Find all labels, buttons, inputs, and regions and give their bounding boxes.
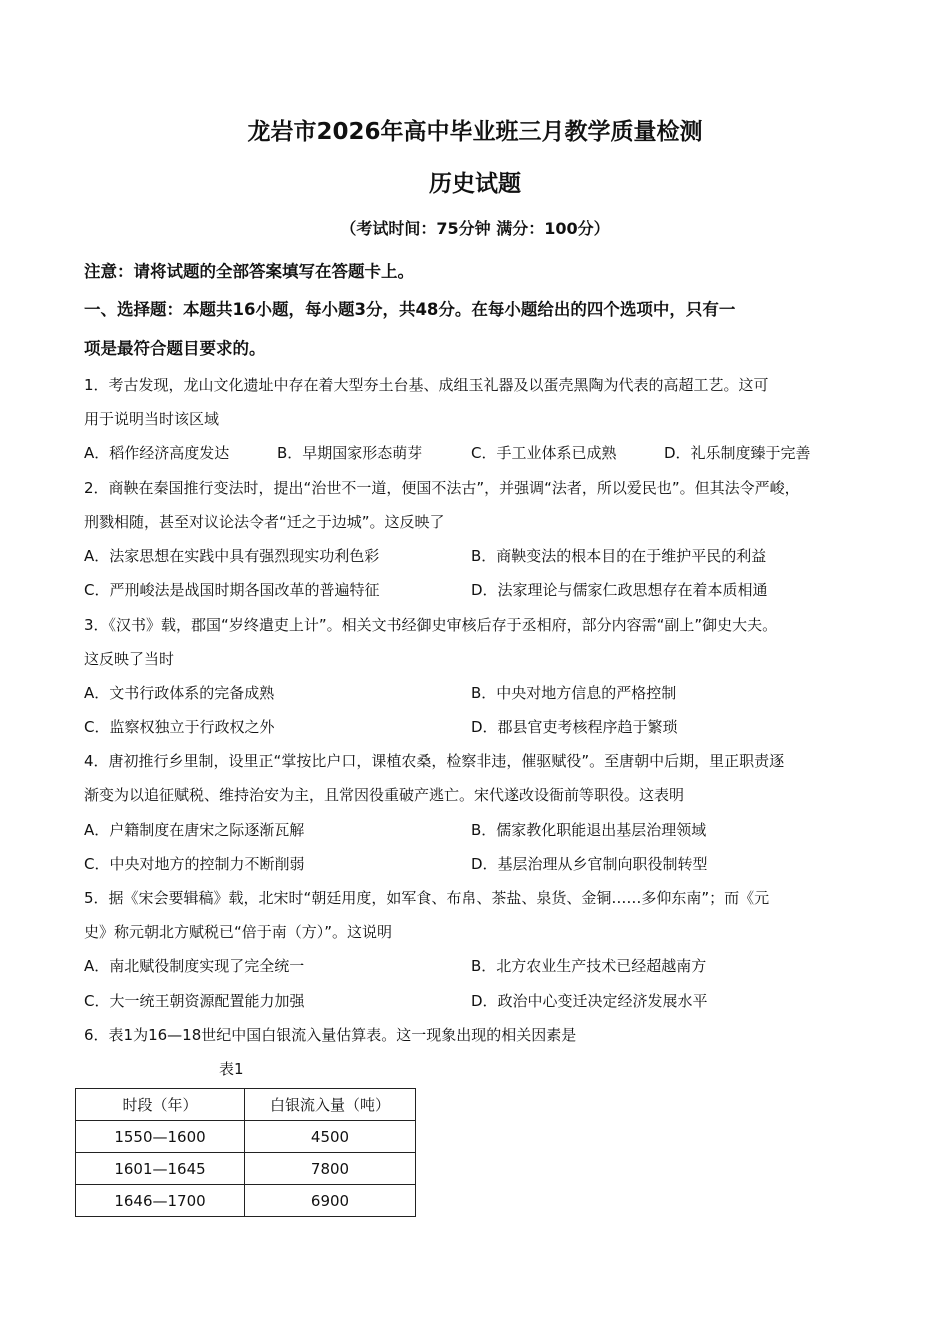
question-4-line-1: 4．唐初推行乡里制，设里正“掌按比户口，课植农桑，检察非违，催驱赋役”。至唐朝中后期，里正职责逐 xyxy=(84,752,785,770)
q1-option-d: D．礼乐制度臻于完善 xyxy=(664,444,811,462)
silver-inflow-table xyxy=(75,1088,416,1217)
q5-option-b: B．北方农业生产技术已经超越南方 xyxy=(471,957,707,975)
question-3-line-2: 这反映了当时 xyxy=(84,650,175,668)
question-6-line-1: 6．表1为16—18世纪中国白银流入量估算表。这一现象出现的相关因素是 xyxy=(84,1026,577,1044)
q5-option-c: C．大一统王朝资源配置能力加强 xyxy=(84,992,305,1010)
table-header-period: 时段（年） xyxy=(76,1089,245,1121)
q1-option-c: C．手工业体系已成熟 xyxy=(471,444,617,462)
question-2-line-1: 2．商鞅在秦国推行变法时，提出“治世不一道，便国不法古”，并强调“法者，所以爱民也”。但其法令严峻， xyxy=(84,479,800,497)
table-caption: 表1 xyxy=(219,1060,244,1078)
table-row xyxy=(76,1121,416,1153)
q2-option-a: A．法家思想在实践中具有强烈现实功利色彩 xyxy=(84,547,380,565)
table-row xyxy=(76,1185,416,1217)
q3-option-a: A．文书行政体系的完备成熟 xyxy=(84,684,275,702)
q4-option-a: A．户籍制度在唐宋之际逐渐瓦解 xyxy=(84,821,305,839)
q2-option-c: C．严刑峻法是战国时期各国改革的普遍特征 xyxy=(84,581,380,599)
table-cell: 1550—1600 xyxy=(76,1121,245,1153)
question-5-line-2: 史》称元朝北方赋税已“倍于南（方）”。这说明 xyxy=(84,923,393,941)
question-4-line-2: 渐变为以追征赋税、维持治安为主，且常因役重破产逃亡。宋代遂改设衙前等职役。这表明 xyxy=(84,786,685,804)
q4-option-c: C．中央对地方的控制力不断削弱 xyxy=(84,855,305,873)
q5-option-a: A．南北赋役制度实现了完全统一 xyxy=(84,957,305,975)
q1-option-b: B．早期国家形态萌芽 xyxy=(277,444,423,462)
exam-title: 龙岩市2026年高中毕业班三月教学质量检测 xyxy=(247,119,703,145)
q2-option-d: D．法家理论与儒家仁政思想存在着本质相通 xyxy=(471,581,768,599)
q4-option-d: D．基层治理从乡官制向职役制转型 xyxy=(471,855,708,873)
question-3-line-1: 3．《汉书》载，郡国“岁终遣吏上计”。相关文书经御史审核后存于丞相府，部分内容需“副上”御史大夫。 xyxy=(84,616,778,634)
q2-option-b: B．商鞅变法的根本目的在于维护平民的利益 xyxy=(471,547,767,565)
section-instruction-line1: 一、选择题：本题共16小题，每小题3分，共48分。在每小题给出的四个选项中，只有一 xyxy=(84,300,736,319)
table-cell: 1646—1700 xyxy=(76,1185,245,1217)
exam-info: （考试时间：75分钟 满分：100分） xyxy=(340,219,610,238)
subject-title: 历史试题 xyxy=(429,171,521,197)
q1-option-a: A．稻作经济高度发达 xyxy=(84,444,230,462)
table-header-row xyxy=(76,1089,416,1121)
table-cell: 1601—1645 xyxy=(76,1153,245,1185)
q5-option-d: D．政治中心变迁决定经济发展水平 xyxy=(471,992,708,1010)
question-1-line-1: 1．考古发现，龙山文化遗址中存在着大型夯土台基、成组玉礼器及以蛋壳黑陶为代表的高超工艺。这可 xyxy=(84,376,769,394)
table-cell: 7800 xyxy=(245,1153,416,1185)
table-header-silver: 白银流入量（吨） xyxy=(245,1089,416,1121)
question-2-line-2: 刑戮相随，甚至对议论法令者“迁之于边城”。这反映了 xyxy=(84,513,445,531)
notice: 注意：请将试题的全部答案填写在答题卡上。 xyxy=(84,262,414,281)
q4-option-b: B．儒家教化职能退出基层治理领域 xyxy=(471,821,707,839)
q3-option-d: D．郡县官吏考核程序趋于繁琐 xyxy=(471,718,678,736)
question-5-line-1: 5．据《宋会要辑稿》载，北宋时“朝廷用度，如军食、布帛、茶盐、泉货、金铜……多仰东南”；而《元 xyxy=(84,889,770,907)
q3-option-b: B．中央对地方信息的严格控制 xyxy=(471,684,677,702)
table-cell: 4500 xyxy=(245,1121,416,1153)
question-1-line-2: 用于说明当时该区域 xyxy=(84,410,220,428)
table-row xyxy=(76,1153,416,1185)
q3-option-c: C．监察权独立于行政权之外 xyxy=(84,718,275,736)
section-instruction-line2: 项是最符合题目要求的。 xyxy=(84,339,266,358)
table-cell: 6900 xyxy=(245,1185,416,1217)
